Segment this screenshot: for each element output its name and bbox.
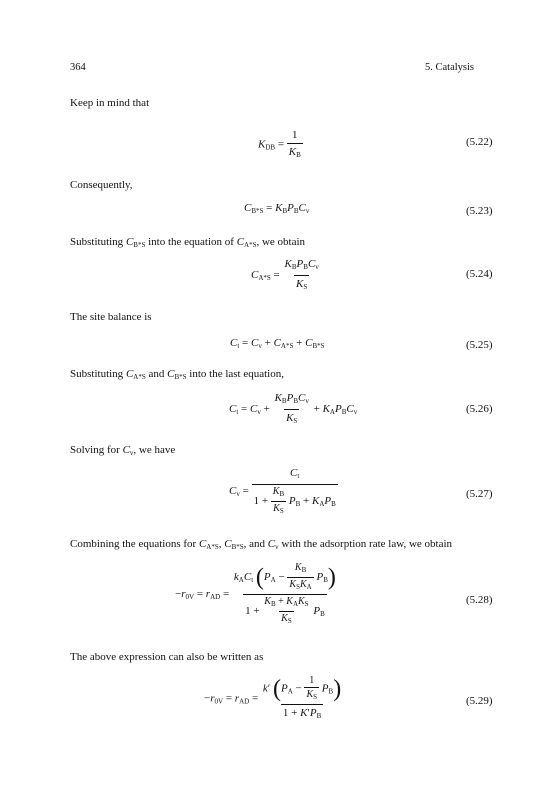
equation-5-25: $C_t = C_v + C_{A*S} + C_{B*S}$ bbox=[230, 337, 325, 350]
paragraph-consequently: Consequently, bbox=[70, 179, 133, 191]
equation-5-23: $C_{B*S} = K_BP_BC_v$ bbox=[244, 202, 310, 215]
page-number: 364 bbox=[70, 62, 86, 73]
paragraph-written-as: The above expression can also be written as bbox=[70, 651, 264, 663]
paragraph-substituting-1: Substituting $C_{B*S}$ into the equation of $C_{A*S}$, we obtain bbox=[70, 236, 306, 249]
equation-5-28: $-r_{0V} = r_{AD}$ = $k_AC_t$ ($P_A$ − $\frac{K_B}{K_SK_A}$ $P_B$) 1 + $\frac{K_B + K_AK_S}{K_S}$ $P_B$ bbox=[175, 562, 336, 625]
equation-5-24: $C_{A*S}$ = $\frac{K_BP_BC_v}{K_S}$ bbox=[251, 257, 321, 294]
paragraph-substituting-2: Substituting $C_{A*S}$ and $C_{B*S}$ into the last equation, bbox=[70, 368, 284, 381]
equation-5-22: $K_{DB}$ = $\frac{1}{K_B}$ bbox=[258, 128, 303, 162]
equation-number-5-23: (5.23) bbox=[466, 205, 493, 217]
equation-5-29: $-r_{0V} = r_{AD}$ = k′ ($P_A$ − $\frac{1}{K_S}$ $P_B$) $1 + K'P_B$ bbox=[204, 675, 343, 723]
equation-number-5-27: (5.27) bbox=[466, 488, 493, 500]
equation-number-5-26: (5.26) bbox=[466, 403, 493, 415]
paragraph-keep-in-mind: Keep in mind that bbox=[70, 97, 150, 109]
equation-number-5-24: (5.24) bbox=[466, 268, 493, 280]
paragraph-combining: Combining the equations for $C_{A*S}$, $C_{B*S}$, and $C_v$ with the adsorption rate law, we obtain bbox=[70, 538, 453, 551]
chapter-title: 5. Catalysis bbox=[425, 62, 474, 73]
equation-number-5-22: (5.22) bbox=[466, 136, 493, 148]
equation-5-26: $C_t = C_v$ + $\frac{K_BP_BC_v}{K_S}$ + $K_AP_BC_v$ bbox=[229, 391, 357, 428]
equation-number-5-28: (5.28) bbox=[466, 594, 493, 606]
paragraph-site-balance: The site balance is bbox=[70, 311, 152, 323]
paragraph-solving-for: Solving for $C_v$, we have bbox=[70, 444, 176, 457]
equation-number-5-29: (5.29) bbox=[466, 695, 493, 707]
equation-number-5-25: (5.25) bbox=[466, 339, 493, 351]
equation-5-27: $C_v$ = $C_t$ 1 + $\frac{K_B}{K_S}$ $P_B + K_AP_B$ bbox=[229, 467, 336, 515]
